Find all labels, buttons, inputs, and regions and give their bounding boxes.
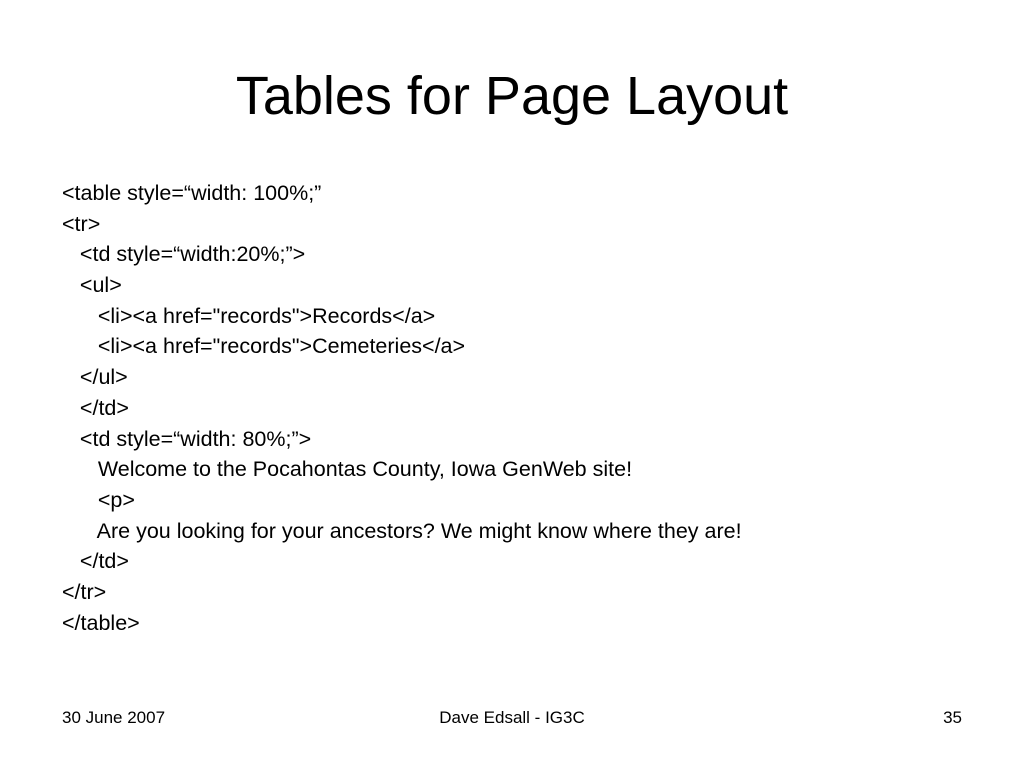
code-line: <td style=“width: 80%;”> xyxy=(62,426,312,451)
code-line: Are you looking for your ancestors? We might know where they are! xyxy=(62,518,742,543)
footer-date: 30 June 2007 xyxy=(62,708,166,727)
code-line: </table> xyxy=(62,610,140,635)
code-line: </td> xyxy=(62,549,129,574)
code-line: <li><a href="records">Cemeteries</a> xyxy=(62,334,466,359)
footer-author: Dave Edsall - IG3C xyxy=(439,708,585,727)
code-listing xyxy=(62,178,982,638)
code-line: </tr> xyxy=(62,579,107,604)
code-line: <ul> xyxy=(62,273,122,298)
code-line: <table style=“width: 100%;” xyxy=(62,181,322,205)
code-line: </td> xyxy=(62,395,129,420)
code-line: Welcome to the Pocahontas County, Iowa GenWeb site! xyxy=(62,457,633,482)
code-line: </ul> xyxy=(62,365,128,390)
code-line: <li><a href="records">Records</a> xyxy=(62,303,436,328)
footer-page-number: 35 xyxy=(943,708,962,727)
slide-title: Tables for Page Layout xyxy=(235,66,789,126)
code-line: <p> xyxy=(62,487,135,512)
code-line: <td style=“width:20%;”> xyxy=(62,242,306,267)
code-line: <tr> xyxy=(62,211,101,236)
